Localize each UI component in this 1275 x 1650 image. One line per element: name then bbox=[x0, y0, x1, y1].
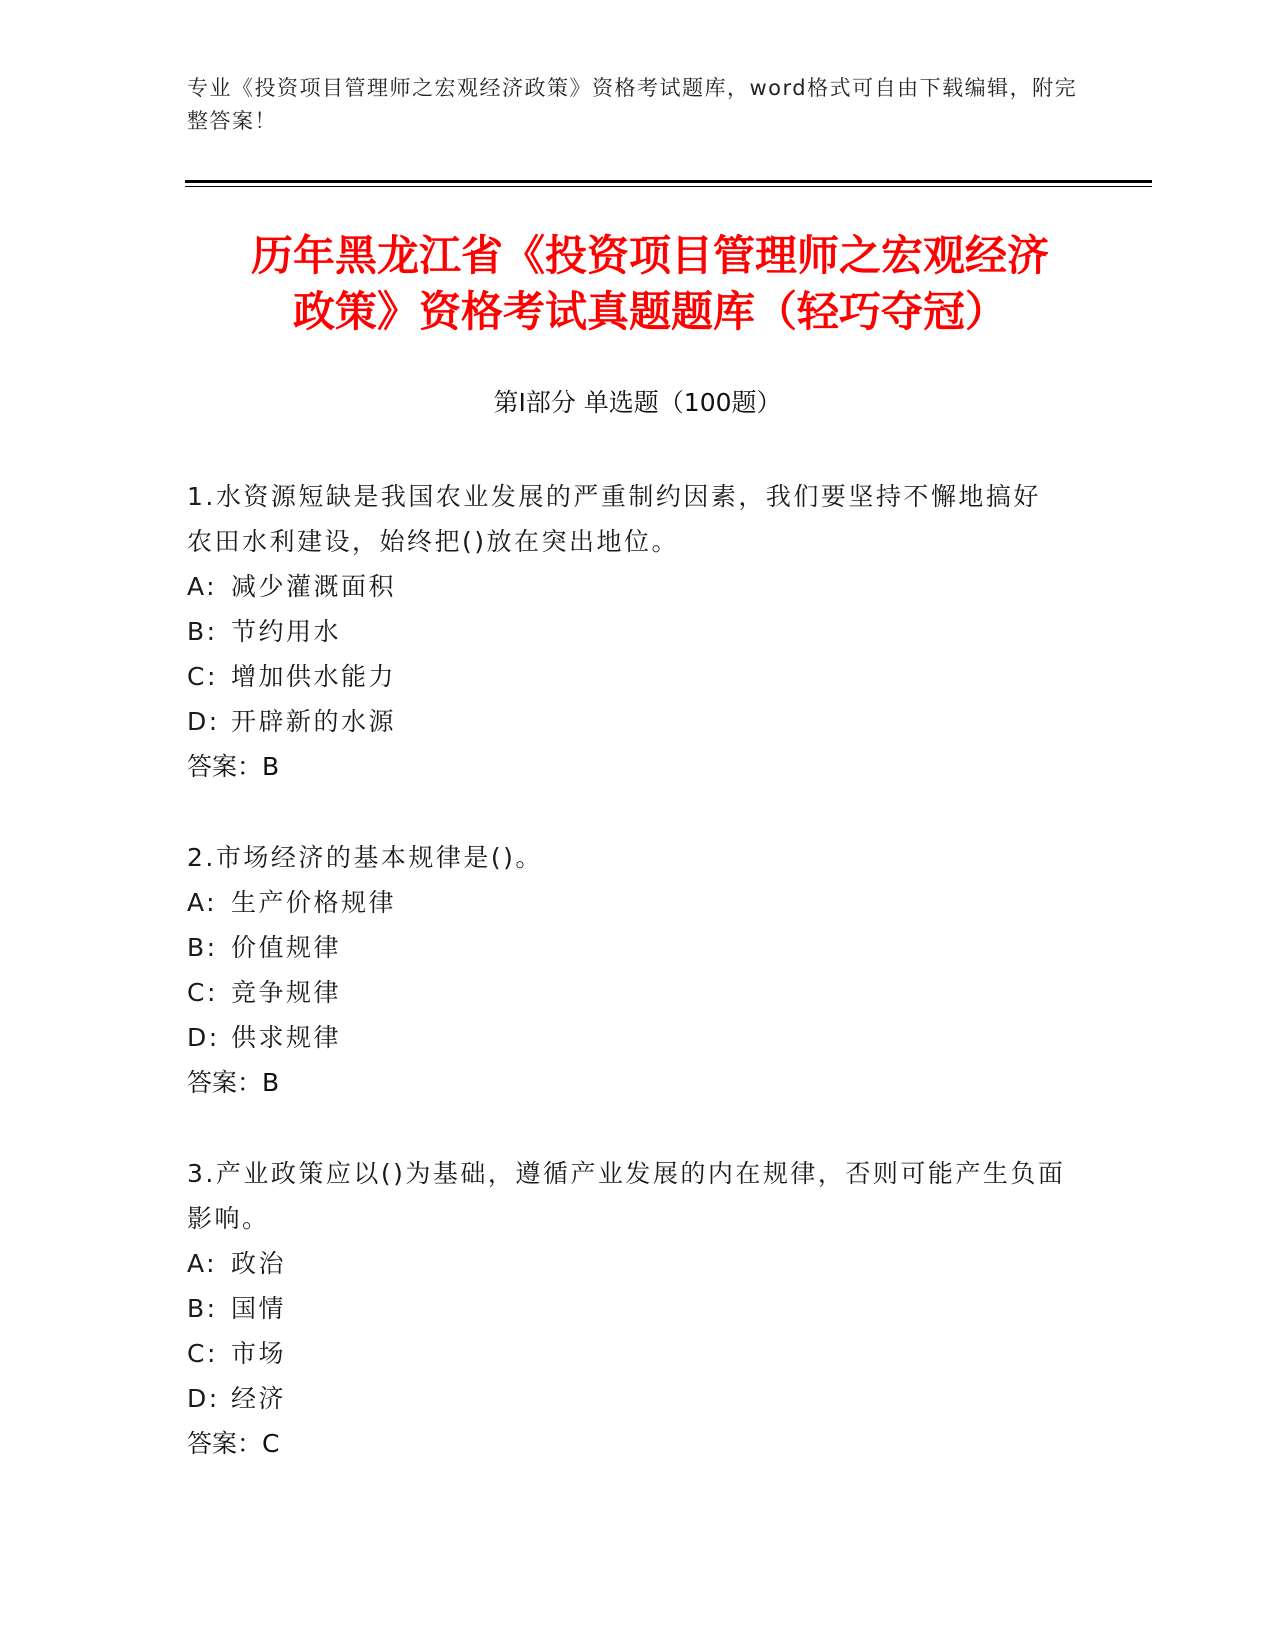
answer-line: 答案：C bbox=[187, 1429, 280, 1458]
header-rule-thin bbox=[185, 186, 1152, 187]
question-3 bbox=[187, 1151, 1067, 1466]
section-heading: 第Ⅰ部分 单选题（100题） bbox=[493, 388, 782, 417]
option-letter: A: bbox=[187, 888, 218, 917]
answer-line: 答案：B bbox=[187, 752, 280, 781]
option-text: 生产价格规律 bbox=[231, 888, 397, 917]
option-letter: B: bbox=[187, 933, 218, 962]
document-title-line-2: 政策》资格考试真题题库（轻巧夺冠） bbox=[292, 287, 1007, 336]
option-text: 竞争规律 bbox=[231, 978, 342, 1007]
question-stem: 1.水资源短缺是我国农业发展的严重制约因素，我们要坚持不懈地搞好农田水利建设，始终把()放在突出地位。 bbox=[187, 482, 1041, 556]
question-2 bbox=[187, 835, 1067, 1105]
option-c bbox=[187, 1331, 1067, 1376]
question-list bbox=[187, 474, 1067, 1512]
option-text: 经济 bbox=[231, 1384, 287, 1413]
option-letter: B: bbox=[187, 617, 218, 646]
option-a bbox=[187, 1241, 1067, 1286]
option-d bbox=[187, 699, 1067, 744]
option-text: 供求规律 bbox=[231, 1023, 342, 1052]
option-letter: A: bbox=[187, 572, 218, 601]
option-letter: A: bbox=[187, 1249, 218, 1278]
option-d bbox=[187, 1376, 1067, 1421]
header-note: 专业《投资项目管理师之宏观经济政策》资格考试题库，word格式可自由下载编辑，附完整答案！ bbox=[187, 76, 1078, 133]
answer-line: 答案：B bbox=[187, 1068, 280, 1097]
option-letter: C: bbox=[187, 1339, 218, 1368]
option-b bbox=[187, 925, 1067, 970]
option-text: 国情 bbox=[231, 1294, 287, 1323]
option-letter: C: bbox=[187, 978, 218, 1007]
option-b bbox=[187, 1286, 1067, 1331]
option-letter: B: bbox=[187, 1294, 218, 1323]
option-text: 增加供水能力 bbox=[231, 662, 397, 691]
option-text: 节约用水 bbox=[231, 617, 342, 646]
question-stem: 2.市场经济的基本规律是()。 bbox=[187, 843, 543, 872]
option-letter: D: bbox=[187, 1384, 220, 1413]
option-a bbox=[187, 880, 1067, 925]
option-d bbox=[187, 1015, 1067, 1060]
option-letter: C: bbox=[187, 662, 218, 691]
option-letter: D: bbox=[187, 1023, 220, 1052]
header-rule-thick bbox=[185, 180, 1152, 183]
document-title-line-1: 历年黑龙江省《投资项目管理师之宏观经济 bbox=[250, 231, 1049, 280]
option-text: 价值规律 bbox=[231, 933, 342, 962]
question-stem: 3.产业政策应以()为基础，遵循产业发展的内在规律，否则可能产生负面影响。 bbox=[187, 1159, 1066, 1233]
option-letter: D: bbox=[187, 707, 220, 736]
option-text: 政治 bbox=[231, 1249, 287, 1278]
option-a bbox=[187, 564, 1067, 609]
document-title bbox=[150, 228, 1150, 340]
question-1 bbox=[187, 474, 1067, 789]
option-text: 减少灌溉面积 bbox=[231, 572, 397, 601]
option-b bbox=[187, 609, 1067, 654]
option-text: 开辟新的水源 bbox=[231, 707, 397, 736]
option-c bbox=[187, 970, 1067, 1015]
option-c bbox=[187, 654, 1067, 699]
option-text: 市场 bbox=[231, 1339, 287, 1368]
